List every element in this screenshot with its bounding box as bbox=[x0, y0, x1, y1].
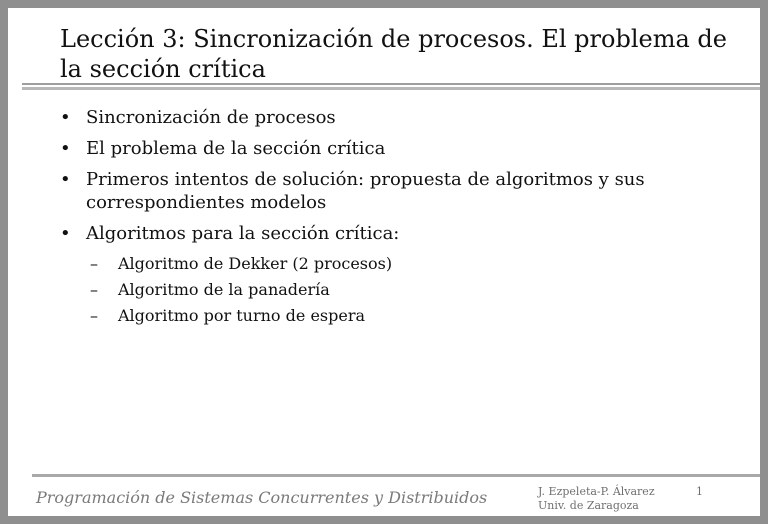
bullet-icon: • bbox=[60, 107, 71, 128]
bullet-icon: • bbox=[60, 223, 71, 244]
sub-bullet-item bbox=[86, 279, 742, 301]
sub-bullet-text: Algoritmo por turno de espera bbox=[118, 306, 366, 325]
dash-icon: – bbox=[90, 254, 98, 273]
title-divider-bottom bbox=[22, 87, 760, 90]
dash-icon: – bbox=[90, 306, 98, 325]
footer-course-title: Programación de Sistemas Concurrentes y Distribuidos bbox=[36, 488, 488, 507]
bullet-text: El problema de la sección crítica bbox=[86, 138, 386, 159]
page-number: 1 bbox=[696, 485, 703, 498]
footer-authors-names: J. Ezpeleta-P. Álvarez bbox=[538, 485, 655, 498]
bullet-text: Sincronización de procesos bbox=[86, 107, 336, 128]
slide bbox=[8, 8, 760, 516]
bullet-list bbox=[52, 106, 742, 327]
title-divider-top bbox=[22, 83, 760, 85]
footer-divider bbox=[32, 474, 760, 477]
sub-bullet-text: Algoritmo de la panadería bbox=[118, 280, 330, 299]
slide-title: Lección 3: Sincronización de procesos. El problema de la sección crítica bbox=[60, 25, 727, 83]
bullet-item bbox=[52, 106, 742, 129]
sub-bullet-text: Algoritmo de Dekker (2 procesos) bbox=[118, 254, 393, 273]
bullet-item bbox=[52, 168, 742, 214]
slide-content bbox=[52, 106, 742, 335]
bullet-text: Algoritmos para la sección crítica: bbox=[86, 223, 400, 244]
bullet-text: Primeros intentos de solución: propuesta de algoritmos y sus correspondientes modelos bbox=[86, 169, 645, 213]
sub-bullet-item bbox=[86, 253, 742, 275]
dash-icon: – bbox=[90, 280, 98, 299]
bullet-icon: • bbox=[60, 169, 71, 190]
bullet-icon: • bbox=[60, 138, 71, 159]
bullet-item bbox=[52, 222, 742, 327]
sub-bullet-item bbox=[86, 305, 742, 327]
sub-bullet-list bbox=[86, 253, 742, 327]
footer-institution: Univ. de Zaragoza bbox=[538, 499, 639, 512]
bullet-item bbox=[52, 137, 742, 160]
footer-authors bbox=[538, 485, 655, 513]
